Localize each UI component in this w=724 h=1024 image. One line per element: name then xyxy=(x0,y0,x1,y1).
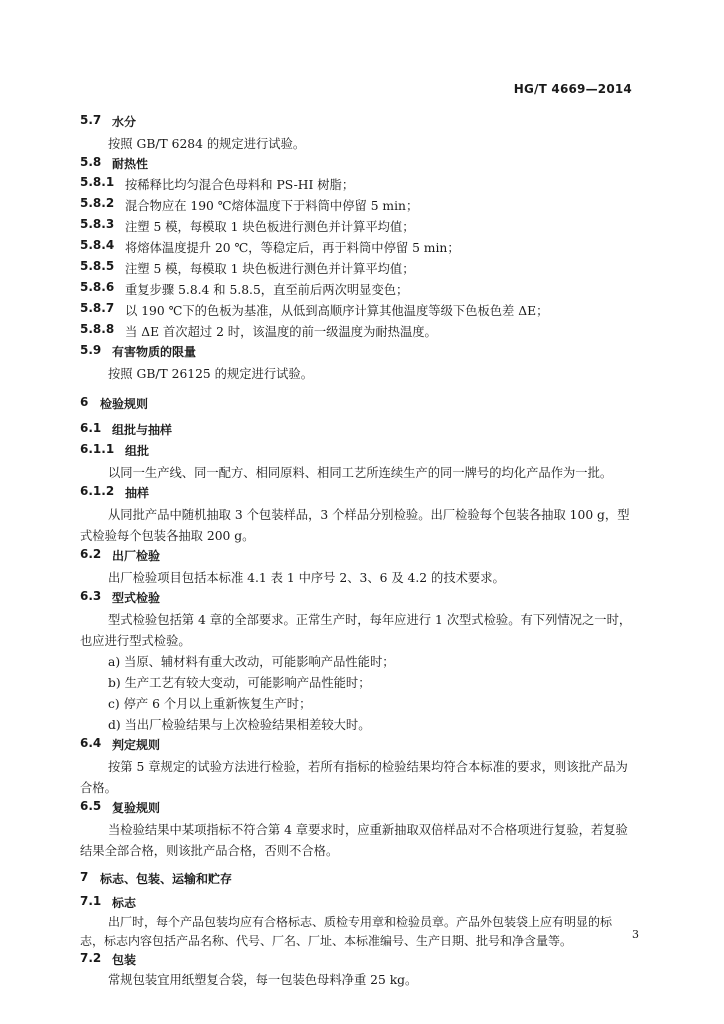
clause-text: 注塑 5 模，每模取 1 块色板进行测色并计算平均值； xyxy=(125,220,415,234)
clause-text: 当 ΔE 首次超过 2 时，该温度的前一级温度为耐热温度。 xyxy=(125,325,437,339)
clause-number: 5.8.1 xyxy=(80,175,115,189)
chapter-number: 6 xyxy=(80,395,89,409)
list-item: d) 当出厂检验结果与上次检验结果相差较大时。 xyxy=(108,718,371,732)
section-number: 7.2 xyxy=(80,951,102,965)
paragraph: 按第 5 章规定的试验方法进行检验，若所有指标的检验结果均符合本标准的要求，则该批产品为 xyxy=(108,760,628,774)
standard-code: HG/T 4669—2014 xyxy=(513,82,632,96)
section-number: 5.9 xyxy=(80,343,102,357)
section-title: 组批与抽样 xyxy=(112,423,173,437)
section-title: 判定规则 xyxy=(112,738,161,752)
paragraph: 从同批产品中随机抽取 3 个包装样品，3 个样品分别检验。出厂检验每个包装各抽取 100 g，型 xyxy=(108,508,630,522)
section-title: 型式检验 xyxy=(112,591,161,605)
clause-number: 5.8.6 xyxy=(80,280,115,294)
section-number: 6.1 xyxy=(80,421,102,435)
section-title: 组批 xyxy=(125,444,150,458)
section-number: 6.1.1 xyxy=(80,442,115,456)
section-number: 6.1.2 xyxy=(80,484,115,498)
clause-number: 5.8.8 xyxy=(80,322,115,336)
clause-text: 重复步骤 5.8.4 和 5.8.5，直至前后两次明显变色； xyxy=(125,283,409,297)
clause-number: 5.8.3 xyxy=(80,217,115,231)
paragraph: 结果全部合格，则该批产品合格，否则不合格。 xyxy=(80,844,339,858)
clause-text: 按稀释比均匀混合色母料和 PS-HI 树脂； xyxy=(125,178,355,192)
clause-number: 5.8.2 xyxy=(80,196,115,210)
paragraph: 按照 GB/T 6284 的规定进行试验。 xyxy=(108,137,306,151)
paragraph: 按照 GB/T 26125 的规定进行试验。 xyxy=(108,367,314,381)
clause-number: 5.8.4 xyxy=(80,238,115,252)
section-number: 6.3 xyxy=(80,589,102,603)
section-title: 有害物质的限量 xyxy=(112,345,197,359)
section-number: 5.8 xyxy=(80,155,102,169)
section-number: 6.2 xyxy=(80,547,102,561)
clause-text: 注塑 5 模，每模取 1 块色板进行测色并计算平均值； xyxy=(125,262,415,276)
paragraph: 出厂时，每个产品包装均应有合格标志、质检专用章和检验员章。产品外包装袋上应有明显的标 xyxy=(108,915,613,929)
section-title: 包装 xyxy=(112,953,137,967)
section-title: 出厂检验 xyxy=(112,549,161,563)
section-number: 5.7 xyxy=(80,113,102,127)
list-item: b) 生产工艺有较大变动，可能影响产品性能时； xyxy=(108,676,371,690)
section-number: 6.4 xyxy=(80,736,102,750)
section-title: 水分 xyxy=(112,115,137,129)
page-number: 3 xyxy=(632,928,639,941)
paragraph: 式检验每个包装各抽取 200 g。 xyxy=(80,529,255,543)
paragraph: 合格。 xyxy=(80,781,117,795)
paragraph: 出厂检验项目包括本标准 4.1 表 1 中序号 2、3、6 及 4.2 的技术要求。 xyxy=(108,571,505,585)
paragraph: 以同一生产线、同一配方、相同原料、相同工艺所连续生产的同一牌号的均化产品作为一批。 xyxy=(108,466,613,480)
section-title: 耐热性 xyxy=(112,157,149,171)
paragraph: 志，标志内容包括产品名称、代号、厂名、厂址、本标准编号、生产日期、批号和净含量等。 xyxy=(80,934,573,948)
paragraph: 也应进行型式检验。 xyxy=(80,634,191,648)
list-item: a) 当原、辅材料有重大改动，可能影响产品性能时； xyxy=(108,655,395,669)
paragraph: 型式检验包括第 4 章的全部要求。正常生产时，每年应进行 1 次型式检验。有下列情况之一时， xyxy=(108,613,632,627)
section-title: 抽样 xyxy=(125,486,150,500)
paragraph: 当检验结果中某项指标不符合第 4 章要求时，应重新抽取双倍样品对不合格项进行复验，若复验 xyxy=(108,823,628,837)
section-number: 6.5 xyxy=(80,799,102,813)
clause-number: 5.8.7 xyxy=(80,301,115,315)
clause-text: 以 190 ℃下的色板为基准，从低到高顺序计算其他温度等级下色板色差 ΔE； xyxy=(125,304,549,318)
clause-text: 将熔体温度提升 20 ℃，等稳定后，再于料筒中停留 5 min； xyxy=(125,241,460,255)
clause-number: 5.8.5 xyxy=(80,259,115,273)
chapter-number: 7 xyxy=(80,870,89,884)
chapter-title: 标志、包装、运输和贮存 xyxy=(100,872,233,886)
chapter-title: 检验规则 xyxy=(100,397,149,411)
section-title: 复验规则 xyxy=(112,801,161,815)
list-item: c) 停产 6 个月以上重新恢复生产时； xyxy=(108,697,312,711)
section-title: 标志 xyxy=(112,896,137,910)
clause-text: 混合物应在 190 ℃熔体温度下于料筒中停留 5 min； xyxy=(125,199,419,213)
paragraph: 常规包装宜用纸塑复合袋，每一包装色母料净重 25 kg。 xyxy=(108,973,418,987)
section-number: 7.1 xyxy=(80,894,102,908)
